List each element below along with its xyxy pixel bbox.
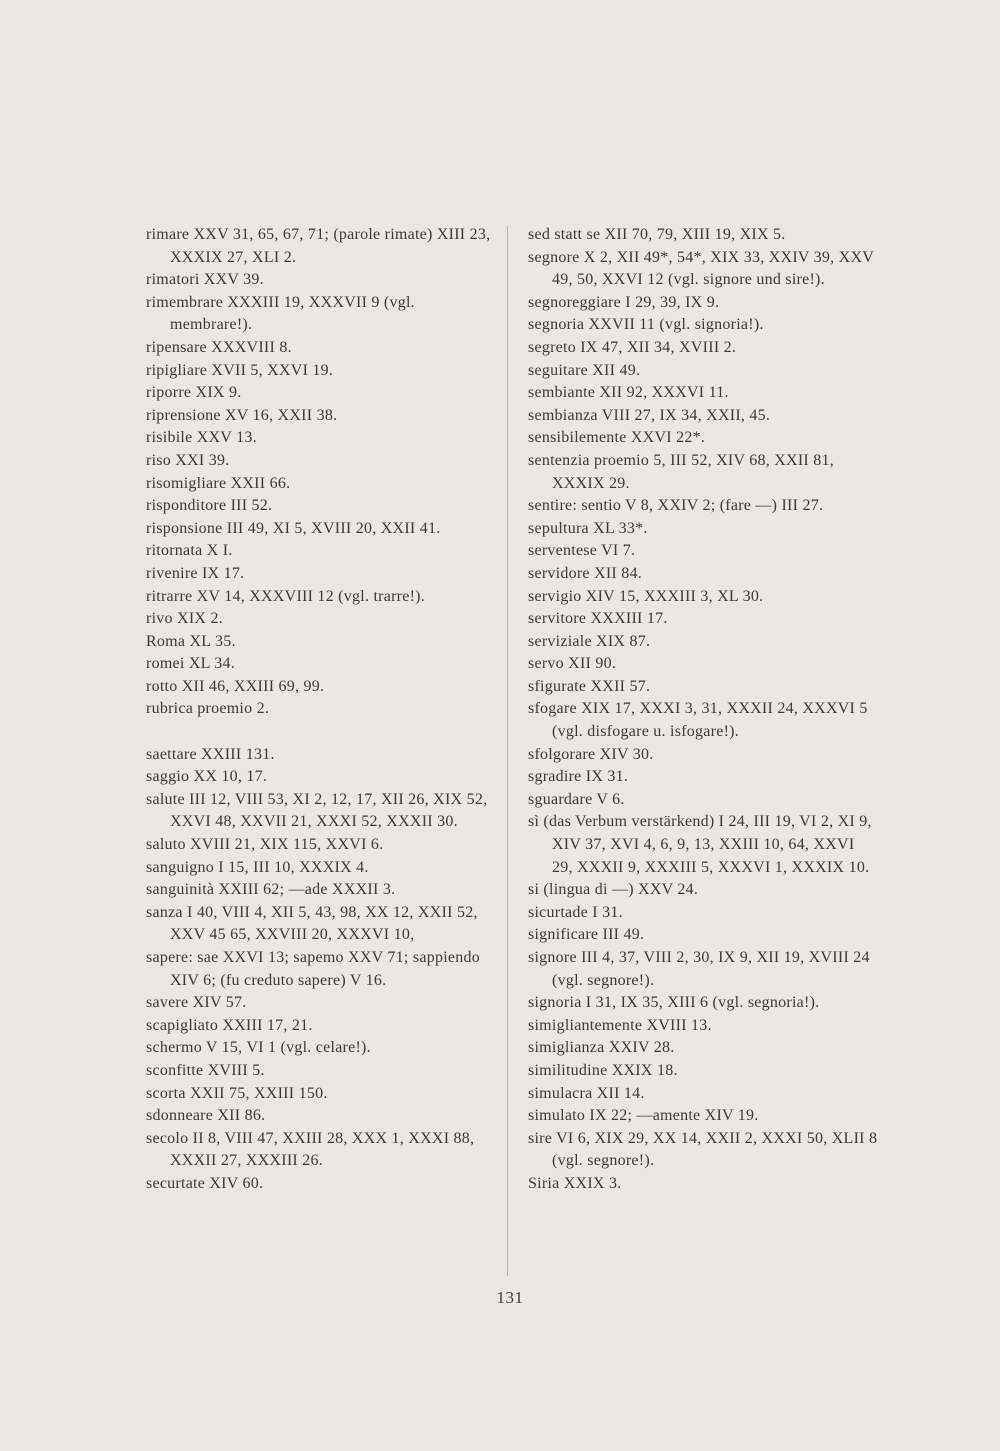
index-entry: sire VI 6, XIX 29, XX 14, XXII 2, XXXI 50, XLII 8 (vgl. segnore!). bbox=[528, 1129, 878, 1170]
index-entry: sicurtade I 31. bbox=[528, 903, 623, 921]
index-entry: sed statt se XII 70, 79, XIII 19, XIX 5. bbox=[528, 226, 786, 243]
index-entry: saluto XVIII 21, XIX 115, XXVI 6. bbox=[146, 836, 384, 854]
index-entry: signore III 4, 37, VIII 2, 30, IX 9, XII 19, XVIII 24 (vgl. segnore!). bbox=[528, 949, 870, 989]
index-entry: segnoria XXVII 11 (vgl. signoria!). bbox=[528, 316, 764, 334]
index-entry: risponditore III 52. bbox=[146, 497, 273, 515]
index-entry: sentire: sentio V 8, XXIV 2; (fare —) III 27. bbox=[528, 497, 824, 515]
index-entry: saettare XXIII 131. bbox=[146, 745, 275, 763]
index-entry: securtate XIV 60. bbox=[146, 1174, 264, 1192]
index-column-left bbox=[146, 224, 491, 1196]
index-entry: riprensione XV 16, XXII 38. bbox=[146, 406, 338, 424]
index-entry: sanguinità XXIII 62; —ade XXXII 3. bbox=[146, 881, 396, 899]
index-entry: seguitare XII 49. bbox=[528, 361, 641, 379]
index-entry: schermo V 15, VI 1 (vgl. celare!). bbox=[146, 1039, 371, 1057]
index-entry: risomigliare XXII 66. bbox=[146, 474, 291, 492]
index-entry: sguardare V 6. bbox=[528, 790, 625, 808]
index-entry: rotto XII 46, XXIII 69, 99. bbox=[146, 677, 325, 695]
index-entry: sensibilemente XXVI 22*. bbox=[528, 429, 706, 447]
index-entry: ripensare XXXVIII 8. bbox=[146, 338, 292, 356]
index-entry: sdonneare XII 86. bbox=[146, 1107, 266, 1125]
index-entry: sepultura XL 33*. bbox=[528, 519, 648, 537]
index-entry: ritornata X I. bbox=[146, 542, 233, 560]
index-entry: Roma XL 35. bbox=[146, 632, 236, 650]
index-entry: scorta XXII 75, XXIII 150. bbox=[146, 1084, 328, 1102]
index-entry: secolo II 8, VIII 47, XXIII 28, XXX 1, XXXI 88, XXXII 27, XXXIII 26. bbox=[146, 1129, 475, 1170]
index-entry: sgradire IX 31. bbox=[528, 768, 629, 786]
index-entry: ripigliare XVII 5, XXVI 19. bbox=[146, 361, 334, 379]
index-entry: simiglianza XXIV 28. bbox=[528, 1039, 675, 1057]
index-entry: rimembrare XXXIII 19, XXXVII 9 (vgl. membrare!). bbox=[146, 293, 415, 334]
index-entry: romei XL 34. bbox=[146, 655, 236, 673]
index-entry: serventese VI 7. bbox=[528, 542, 636, 560]
index-entry: servigio XIV 15, XXXIII 3, XL 30. bbox=[528, 587, 764, 605]
index-entry: sapere: sae XXVI 13; sapemo XXV 71; sappiendo XIV 6; (fu creduto sapere) V 16. bbox=[146, 949, 480, 989]
index-entry: sanguigno I 15, III 10, XXXIX 4. bbox=[146, 858, 369, 876]
index-entry: simulato IX 22; —amente XIV 19. bbox=[528, 1107, 759, 1125]
index-entry: sconfitte XVIII 5. bbox=[146, 1061, 265, 1079]
index-entry: sfolgorare XIV 30. bbox=[528, 745, 654, 763]
index-entry: segnoreggiare I 29, 39, IX 9. bbox=[528, 293, 720, 311]
index-entry: scapigliato XXIII 17, 21. bbox=[146, 1016, 313, 1034]
index-entry: rimare XXV 31, 65, 67, 71; (parole rimate) XIII 23, XXXIX 27, XLI 2. bbox=[146, 226, 491, 266]
index-entry: serviziale XIX 87. bbox=[528, 632, 651, 650]
index-entry: sembianza VIII 27, IX 34, XXII, 45. bbox=[528, 406, 771, 424]
index-entry: signoria I 31, IX 35, XIII 6 (vgl. segnoria!). bbox=[528, 994, 820, 1012]
index-entry: segnore X 2, XII 49*, 54*, XIX 33, XXIV 39, XXV 49, 50, XXVI 12 (vgl. signore und sire!). bbox=[528, 248, 874, 289]
index-entry: savere XIV 57. bbox=[146, 994, 247, 1012]
index-entry: simulacra XII 14. bbox=[528, 1084, 645, 1102]
index-entry: significare III 49. bbox=[528, 926, 645, 944]
index-entry: riso XXI 39. bbox=[146, 451, 230, 469]
index-entry: rivenire IX 17. bbox=[146, 564, 245, 582]
index-entry: servo XII 90. bbox=[528, 655, 617, 673]
index-entry: risponsione III 49, XI 5, XVIII 20, XXII 41. bbox=[146, 519, 441, 537]
index-entry: similitudine XXIX 18. bbox=[528, 1061, 678, 1079]
index-entry: sanza I 40, VIII 4, XII 5, 43, 98, XX 12, XXII 52, XXV 45 65, XXVIII 20, XXXVI 10, bbox=[146, 903, 478, 944]
index-entry: risibile XXV 13. bbox=[146, 429, 257, 447]
index-column-right bbox=[528, 224, 878, 1196]
page-number: 131 bbox=[496, 1288, 524, 1307]
index-entry: sfigurate XXII 57. bbox=[528, 677, 651, 695]
index-entry: sembiante XII 92, XXXVI 11. bbox=[528, 384, 729, 402]
column-divider bbox=[507, 226, 508, 1276]
index-entry: sì (das Verbum verstärkend) I 24, III 19, VI 2, XI 9, XIV 37, XVI 4, 6, 9, 13, XXIII 10, 64, XXVI 29, XXXII 9, XXXIII 5, XXXVI 1, XXXIX 10. bbox=[528, 813, 872, 876]
index-entry: saggio XX 10, 17. bbox=[146, 768, 268, 786]
index-entry: ritrarre XV 14, XXXVIII 12 (vgl. trarre!). bbox=[146, 587, 425, 605]
index-entry: servitore XXXIII 17. bbox=[528, 610, 668, 628]
index-entry: rivo XIX 2. bbox=[146, 610, 223, 628]
index-entry: rimatori XXV 39. bbox=[146, 271, 264, 289]
index-entry: rubrica proemio 2. bbox=[146, 700, 270, 718]
index-entry: servidore XII 84. bbox=[528, 564, 642, 582]
index-entry: segreto IX 47, XII 34, XVIII 2. bbox=[528, 338, 737, 356]
index-entry: sentenzia proemio 5, III 52, XIV 68, XXII 81, XXXIX 29. bbox=[528, 451, 834, 492]
index-entry: simigliantemente XVIII 13. bbox=[528, 1016, 712, 1034]
index-entry: riporre XIX 9. bbox=[146, 384, 242, 402]
index-entry: salute III 12, VIII 53, XI 2, 12, 17, XII 26, XIX 52, XXVI 48, XXVII 21, XXXI 52, XXXII 30. bbox=[146, 790, 488, 831]
index-entry: Siria XXIX 3. bbox=[528, 1174, 622, 1192]
index-entry: si (lingua di —) XXV 24. bbox=[528, 881, 699, 899]
index-entry: sfogare XIX 17, XXXI 3, 31, XXXII 24, XXXVI 5 (vgl. disfogare u. isfogare!). bbox=[528, 700, 868, 741]
